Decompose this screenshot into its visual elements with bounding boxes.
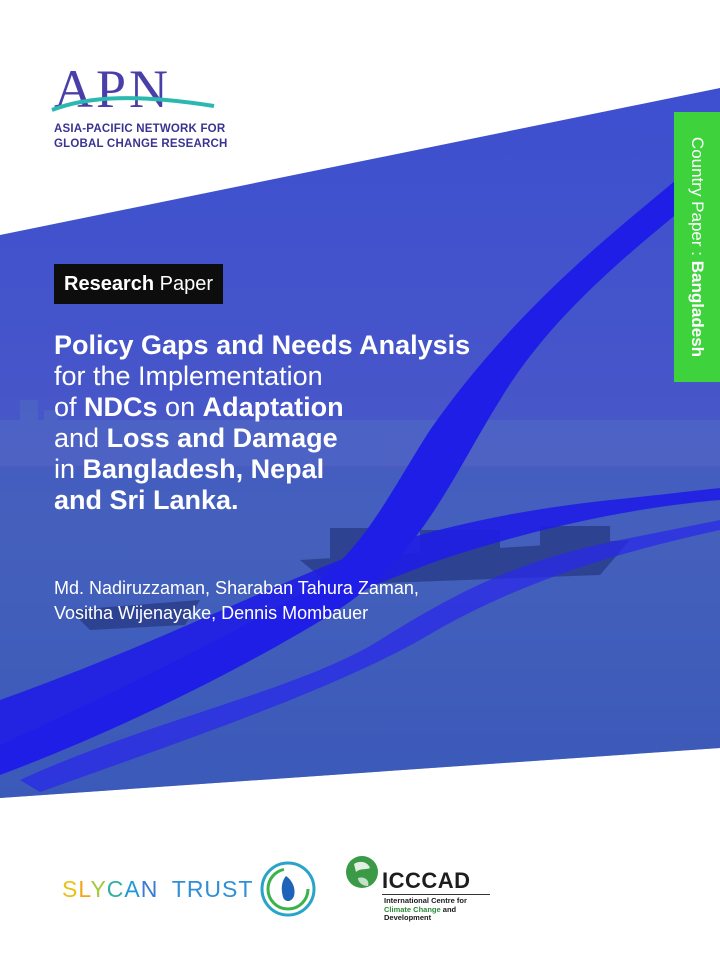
slycan-letter: N — [140, 875, 159, 902]
icccad-description — [384, 897, 494, 923]
apn-swoosh-icon — [48, 90, 218, 120]
title-line-4: and Loss and Damage — [54, 423, 338, 453]
slycan-trust-logo — [62, 856, 317, 922]
globe-leaf-icon — [344, 852, 384, 896]
icccad-desc-line-3: Development — [384, 913, 432, 922]
slycan-wordmark — [62, 876, 253, 903]
sri-lanka-circle-icon — [259, 860, 317, 918]
badge-bold-word: Research — [64, 273, 155, 295]
badge-rest-word: Paper — [154, 273, 213, 295]
title-line-1: Policy Gaps and Needs Analysis — [54, 330, 471, 360]
title-line-3: of NDCs on Adaptation — [54, 392, 344, 422]
title-line-6: and Sri Lanka. — [54, 485, 239, 515]
authors-line-1: Md. Nadiruzzaman, Sharaban Tahura Zaman, — [54, 578, 419, 598]
title-line-5: in Bangladesh, Nepal — [54, 454, 325, 484]
country-paper-prefix: Country Paper : — [688, 136, 708, 261]
author-list — [54, 576, 534, 626]
slycan-letter: Y — [90, 875, 107, 902]
authors-line-2: Vositha Wijenayake, Dennis Mombauer — [54, 603, 369, 623]
paper-title — [54, 330, 574, 516]
slycan-letter: L — [78, 875, 91, 902]
slycan-letter: C — [106, 875, 125, 902]
apn-subtitle — [54, 122, 234, 152]
country-name: Bangladesh — [688, 260, 708, 358]
apn-subtitle-line2: GLOBAL CHANGE RESEARCH — [54, 138, 228, 150]
apn-subtitle-line1: ASIA-PACIFIC NETWORK FOR — [54, 123, 226, 135]
icccad-acronym: ICCCAD — [382, 868, 471, 893]
slycan-letter: A — [124, 875, 141, 902]
icccad-desc-line-2: Climate Change and — [384, 904, 457, 914]
country-paper-label — [687, 137, 707, 357]
country-paper-tab — [674, 112, 720, 382]
icccad-logo — [344, 852, 494, 922]
apn-logo — [54, 59, 234, 152]
apn-wordmark-text: APN — [54, 59, 172, 119]
slycan-word — [62, 876, 158, 902]
slycan-letter: S — [62, 875, 79, 902]
trust-word: TRUST — [171, 875, 254, 902]
icccad-desc-line-1: International Centre for — [384, 896, 467, 905]
apn-wordmark — [54, 59, 172, 119]
paper-type-badge — [54, 264, 223, 304]
icccad-divider — [382, 894, 490, 895]
title-line-2: for the Implementation — [54, 361, 323, 391]
